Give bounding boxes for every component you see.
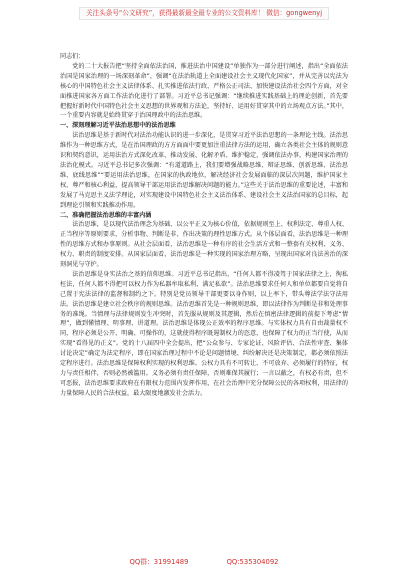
paragraph-section-2-a: 法治思维，是以现代法治理念为基础、以公平正义为核心价值，依据规则至上、权利法定、尊重人权、正当程序等原则要求，分析事物、判断是非、作出决策的理性思维方式。从个体层面看，法治思维是一种理性的思维方式和办事原则。从社会层面看，法治思维是一种有序的社会生活方式和一整套有关权利、义务、权力、职责的制度安排。从国家层面看，法治思维是一种实现的国家治理方略，呈现出国家对良法善治的深刻洞见与守护。 xyxy=(60,221,348,269)
banner-text: 关注头条号“公文研究”，获得最新最全最专业的公文资料库！ 微信：gongwenyj xyxy=(79,7,329,20)
section-heading-1: 一、深刻理解习近平法治思想中的法治思维 xyxy=(60,122,176,130)
header-banner xyxy=(0,0,408,17)
section-heading-2: 二、准确把握法治思维的丰富内涵 xyxy=(60,211,152,219)
document-body xyxy=(60,52,348,399)
footer-contact xyxy=(0,556,408,566)
footer-qq-number: QQ:535304092 xyxy=(226,558,279,566)
salutation: 同志们： xyxy=(60,53,85,60)
paragraph-section-2-b: 法治思维是身实法治之基的信仰思维。习近平总书记指出，“任何人都不得凌驾于国家法律之上，徇私枉法，任何人都不得把可以权力作为私器牟取私利、满足私欲”。法治思维要求任何人和单位都要自觉将自己置于宪法法律的监督和制约之下。特别是党员领导干部更要以身作则，以上率下，带头尊法学法守法用法。法治思维是建立社会秩序的规则思维。法治思维首先是一种规则思维，即以法律作为判断是非和处理事务的准绳。当情理与法律规则发生冲突时，首先服从规则及其逻辑，然后在慎密法律逻辑的前提下考虑“情理”，做到懂情理、明事理、讲道理。法治思维是体现公正效率的程序思维。与实体权力具有自由裁量权不同，程序必须是公开、明确、可操作的，这就使得程序既遏制权力的恣意，也保障了权力的正当行使，从而实现“看得见的正义”。党的十八届四中全会提出，把“公众参与、专家论证、风险评估、合法性审查、集体讨论决定”确定为法定程序，即在国家治理过程中不论是问题情境、纠纷解决还是决策制定，都必须依照法定程序进行。法治思维是保障权利实现的权利思维。公权力具有不可转让、不可放弃、必须履行的特征，权力与责任相伴，否则必然被滥用。义务必须有责任保障，否则难保其履行；一言以蔽之，有权必有责，但不可恶报，法治思维要求政府在有限权力范围内发挥作用，在社会治理中充分保障公民的各项权利，用法律的力量保障人民的合法权益，最大限度地激发社会活力。 xyxy=(60,270,348,397)
paragraph-intro: 党的二十大报告把“坚持全面依法治国，推进法治中国建设”单独作为一部分进行阐述，指出“全面依法治国是国家治理的一场深刻革命”，强调“在法治轨道上全面建设社会主义现代化国家”，并从完善以宪法为核心的中国特色社会主义法律体系、扎实推进依法行政、严格公正司法、加快建设法治社会四个方面，对全面推进国家各方面工作法治化进行了部署。习近平总书记强调：“继续推进实践基础上的理论创新，首先要把握好新时代中国特色社会主义思想的世界观和方法论，坚持好、运用好贯穿其中的立场观点方法。”其中，一个重要内容就是始终贯穿于治国理政中的法治思维。 xyxy=(60,62,348,120)
paragraph-section-1: 法治思维是基于新时代对法治功能认识的进一步深化，是贯穿习近平法治思想的一条理论主线。法治思维作为一种思维方式，是在治国理政的方方面面中要更加注重法律方法的运用，确立各类社会主体的规则意识和契约意识，运用法治方式深化改革、推动发展、化解矛盾、维护稳定，强调依法办事，构建国家治理的法治化模式。习近平总书记多次强调：“有道道路上，我们要增强战略思维、辩证思维、创新思维、法治思维、底线思维”“要运用法治思维，在国家的执政地位，解决经济社会发展面临的深层次问题，维护国家主权、尊严和核心利益，提高领导干部运用法治思维解决问题的能力。”这些关于法治思维的重要论述，丰富和发展了马克思主义法学理论，对实现建设中国特色社会主义法治体系、建设社会主义法治国家的总目标，起到理论引领和实践推动作用。 xyxy=(60,132,348,209)
footer-qq-group: QQ群：31991489 xyxy=(129,558,189,566)
